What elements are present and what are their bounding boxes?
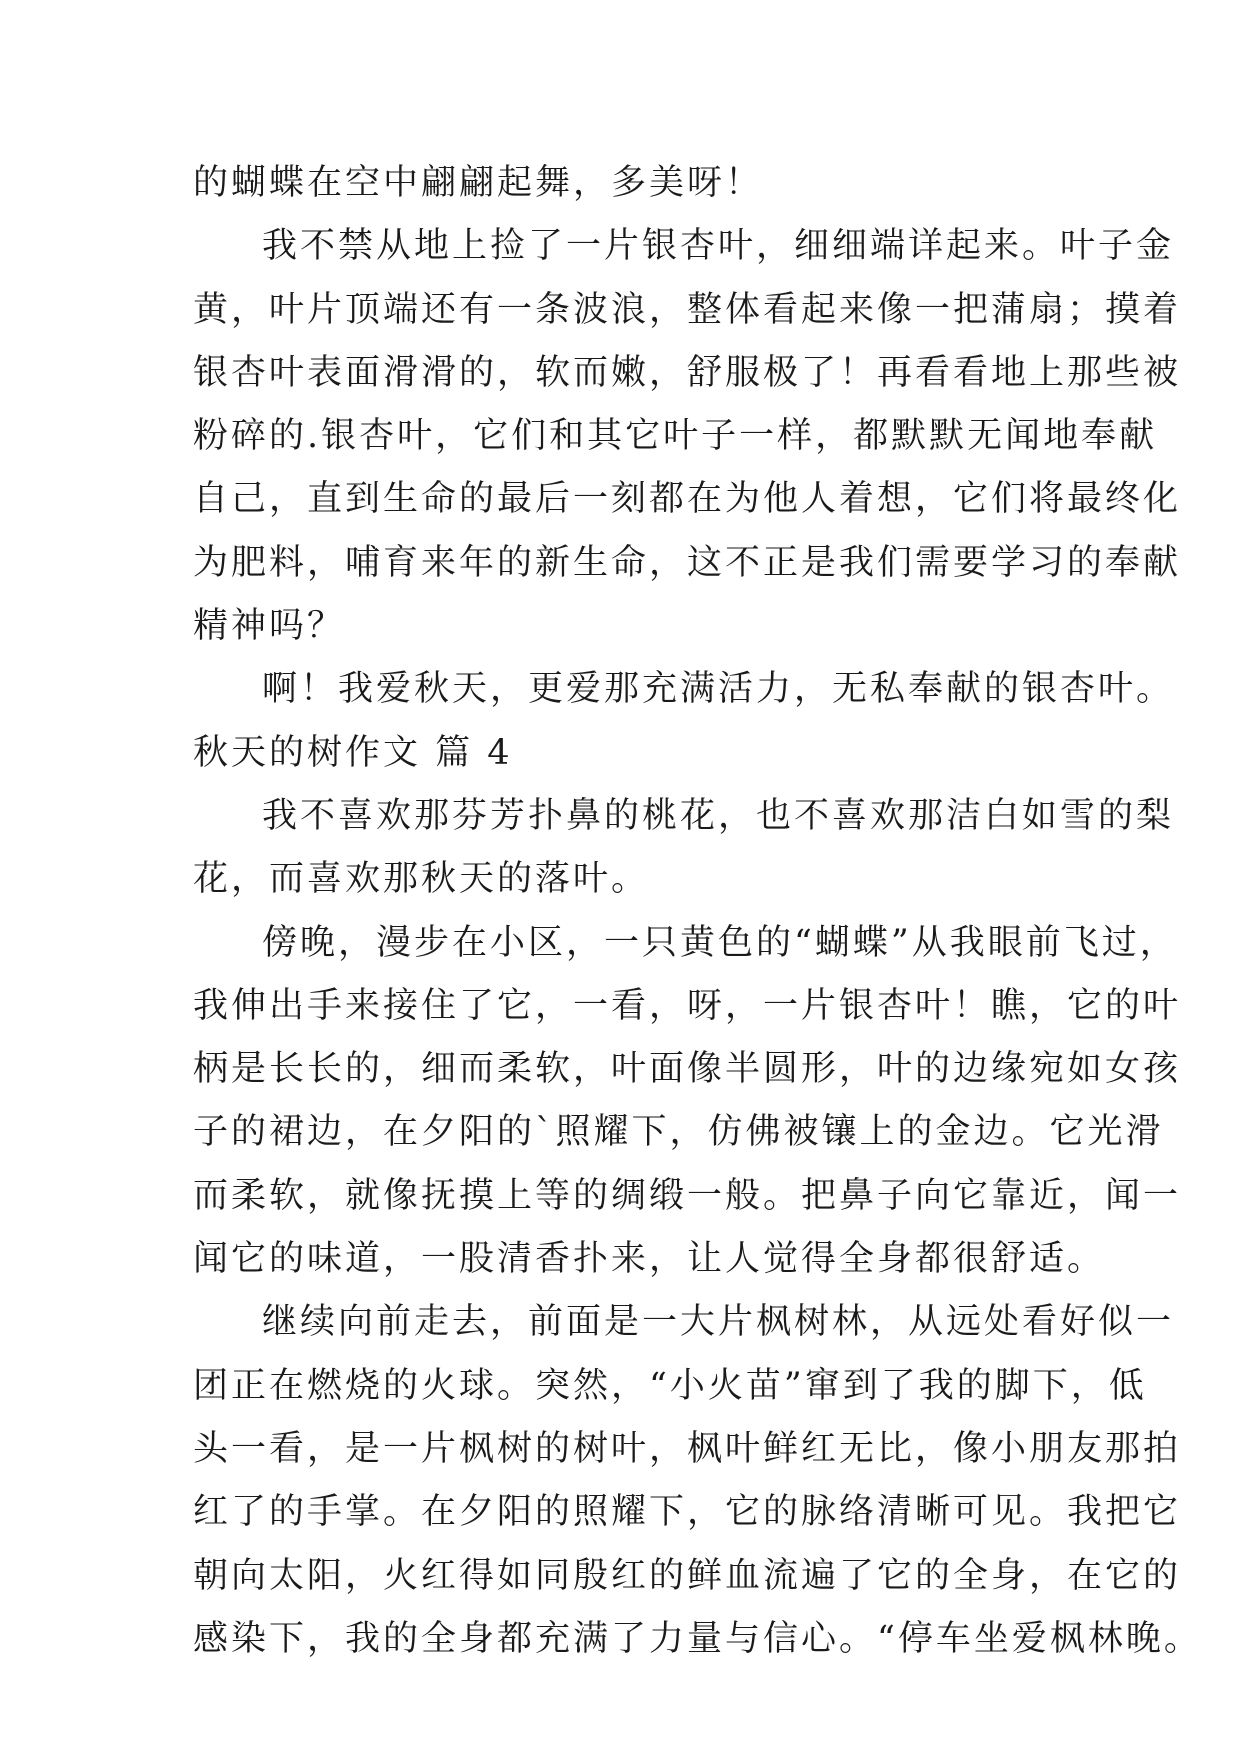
text-line-3: 黄，叶片顶端还有一条波浪，整体看起来像一把蒲扇；摸着 bbox=[193, 289, 1182, 330]
section-heading: 秋天的树作文 篇 4 bbox=[193, 732, 513, 773]
text-line-4: 银杏叶表面滑滑的，软而嫩，舒服极了！再看看地上那些被 bbox=[193, 352, 1182, 393]
text-line-1: 的蝴蝶在空中翩翩起舞，多美呀！ bbox=[193, 163, 764, 203]
text-line-5: 粉碎的.银杏叶，它们和其它叶子一样，都默默无闻地奉献 bbox=[193, 416, 1158, 457]
paragraph-start-3: 我不喜欢那芬芳扑鼻的桃花，也不喜欢那洁白如雪的梨 bbox=[262, 795, 1175, 836]
text-line-18: 闻它的味道，一股清香扑来，让人觉得全身都很舒适。 bbox=[193, 1239, 1106, 1280]
text-line-8: 精神吗？ bbox=[193, 606, 346, 647]
text-line-15: 柄是长长的，细而柔软，叶面像半圆形，叶的边缘宛如女孩 bbox=[193, 1049, 1182, 1090]
text-line-23: 朝向太阳，火红得如同殷红的鲜血流遍了它的全身，在它的 bbox=[193, 1555, 1182, 1596]
text-line-6: 自己，直到生命的最后一刻都在为他人着想，它们将最终化 bbox=[193, 479, 1182, 520]
paragraph-start-4: 傍晚，漫步在小区，一只黄色的“蝴蝶”从我眼前飞过， bbox=[262, 922, 1178, 963]
paragraph-start-2: 啊！我爱秋天，更爱那充满活力，无私奉献的银杏叶。 bbox=[262, 669, 1175, 710]
text-line-12: 花，而喜欢那秋天的落叶。 bbox=[193, 859, 650, 900]
text-line-17: 而柔软，就像抚摸上等的绸缎一般。把鼻子向它靠近，闻一 bbox=[193, 1175, 1182, 1216]
text-line-22: 红了的手掌。在夕阳的照耀下，它的脉络清晰可见。我把它 bbox=[193, 1492, 1182, 1533]
text-line-14: 我伸出手来接住了它，一看，呀，一片银杏叶！瞧，它的叶 bbox=[193, 985, 1182, 1026]
document-body bbox=[193, 152, 1202, 1671]
text-line-24: 感染下，我的全身都充满了力量与信心。“停车坐爱枫林晚。 bbox=[193, 1618, 1202, 1659]
text-line-7: 为肥料，哺育来年的新生命，这不正是我们需要学习的奉献 bbox=[193, 542, 1182, 583]
paragraph-start-5: 继续向前走去，前面是一大片枫树林，从远处看好似一 bbox=[262, 1302, 1175, 1343]
text-line-20: 团正在燃烧的火球。突然，“小火苗”窜到了我的脚下，低 bbox=[193, 1365, 1147, 1406]
paragraph-start-1: 我不禁从地上捡了一片银杏叶，细细端详起来。叶子金 bbox=[262, 226, 1175, 267]
text-line-16: 子的裙边，在夕阳的`照耀下，仿佛被镶上的金边。它光滑 bbox=[193, 1112, 1164, 1153]
text-line-21: 头一看，是一片枫树的树叶，枫叶鲜红无比，像小朋友那拍 bbox=[193, 1428, 1182, 1469]
